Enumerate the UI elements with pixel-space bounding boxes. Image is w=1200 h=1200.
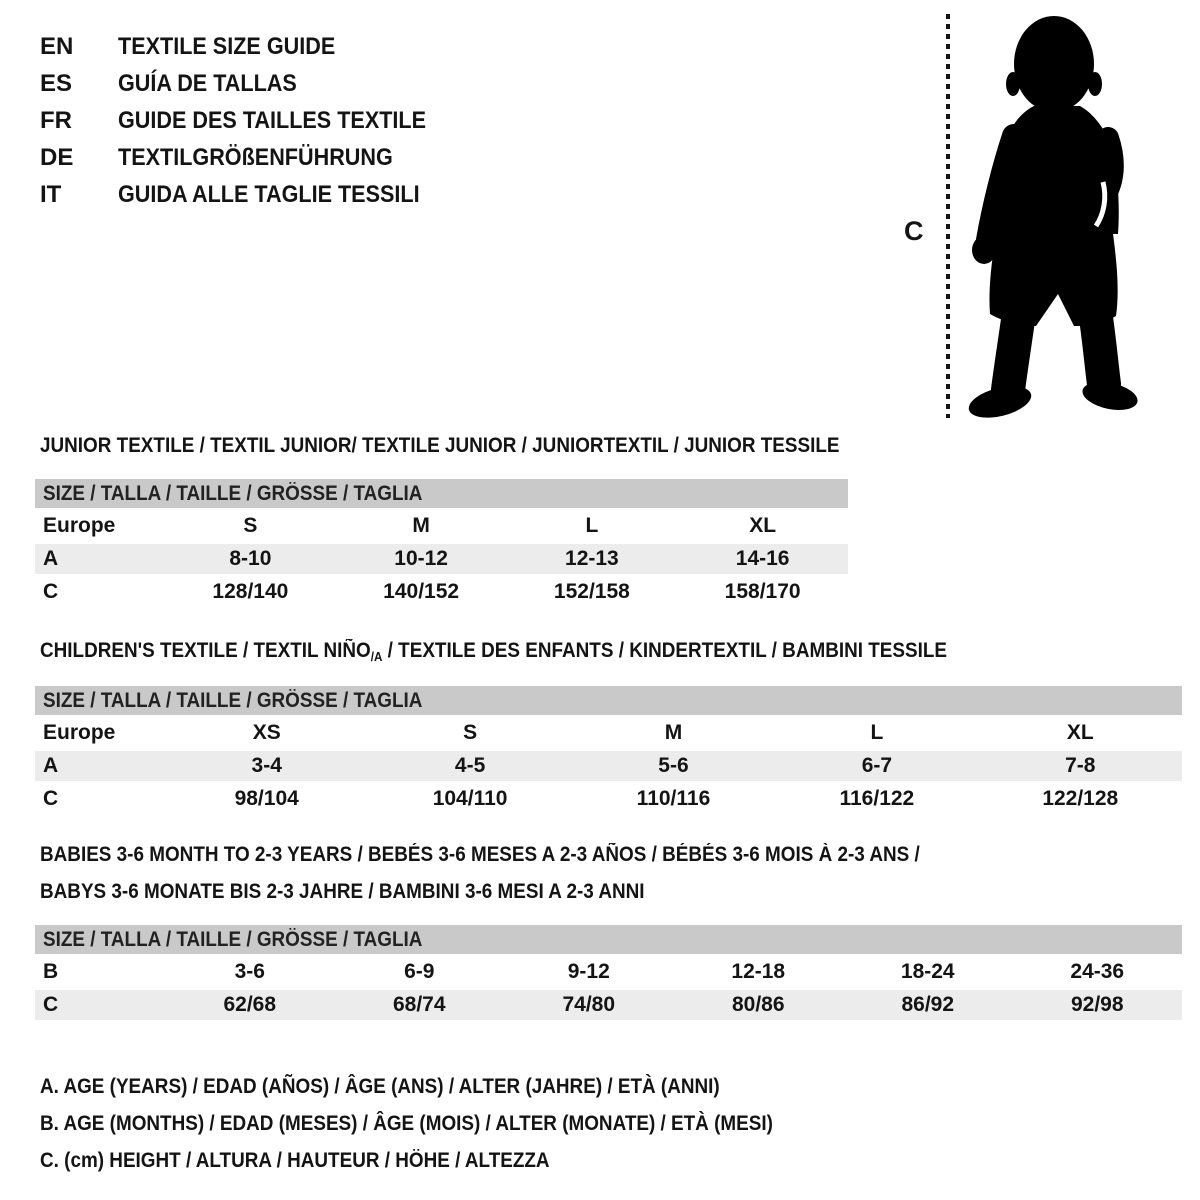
babies-section-title [40, 842, 1018, 904]
row-label: A [35, 751, 165, 781]
height-cell: 86/92 [843, 990, 1013, 1020]
height-cell: 68/74 [335, 990, 505, 1020]
height-cell: 110/116 [636, 787, 711, 810]
babies-size-header-bar: SIZE / TALLA / TAILLE / GRÖSSE / TAGLIA [35, 925, 1182, 954]
age-cell: 8-10 [165, 544, 336, 574]
children-section-title: CHILDREN'S TEXTILE / TEXTIL NIÑO/A / TEXTILE DES ENFANTS / KINDERTEXTIL / BAMBINI TESSILE [40, 639, 948, 664]
height-cell: 158/170 [724, 580, 801, 603]
toddler-silhouette-icon [962, 12, 1142, 420]
height-cell: 140/152 [383, 580, 460, 603]
month-cell: 6-9 [404, 960, 435, 983]
lang-row-en [40, 28, 460, 65]
month-cell: 12-18 [731, 960, 786, 983]
age-cell: 4-5 [368, 751, 571, 781]
lang-title-es: GUÍA DE TALLAS [118, 70, 297, 97]
lang-code-es: ES [40, 70, 73, 97]
age-cell: 3-4 [165, 751, 368, 781]
junior-size-header-bar: SIZE / TALLA / TAILLE / GRÖSSE / TAGLIA [35, 479, 848, 508]
size-cell: M [664, 721, 683, 744]
children-size-table [35, 686, 1182, 817]
table-row [35, 718, 1182, 748]
lang-row-es [40, 65, 460, 102]
babies-title-line1: BABIES 3-6 MONTH TO 2-3 YEARS / BEBÉS 3-6 MESES A 2-3 AÑOS / BÉBÉS 3-6 MOIS À 2-3 ANS / [40, 843, 920, 866]
size-cell: XL [749, 514, 777, 537]
height-cell: 104/110 [432, 787, 508, 810]
height-measure-label: C [904, 216, 924, 246]
babies-title-line2: BABYS 3-6 MONATE BIS 2-3 JAHRE / BAMBINI 3-6 MESI A 2-3 ANNI [40, 880, 645, 903]
lang-row-it [40, 176, 460, 213]
lang-code-it: IT [40, 181, 62, 208]
age-cell: 10-12 [336, 544, 507, 574]
lang-row-de [40, 139, 460, 176]
height-cell: 62/68 [165, 990, 335, 1020]
lang-code-fr: FR [40, 107, 72, 134]
lang-title-fr: GUIDE DES TAILLES TEXTILE [118, 107, 427, 134]
lang-title-it: GUIDA ALLE TAGLIE TESSILI [118, 181, 420, 208]
month-cell: 9-12 [567, 960, 610, 983]
size-cell: XL [1066, 721, 1094, 744]
height-cell: 122/128 [1042, 787, 1119, 810]
age-cell: 5-6 [572, 751, 775, 781]
children-size-header-bar: SIZE / TALLA / TAILLE / GRÖSSE / TAGLIA [35, 686, 1182, 715]
size-cell: XS [252, 721, 281, 744]
babies-size-table [35, 925, 1182, 1023]
lang-title-en: TEXTILE SIZE GUIDE [118, 33, 336, 60]
measurement-legend [40, 1068, 854, 1179]
junior-table [35, 508, 848, 610]
children-table [35, 715, 1182, 817]
row-label: C [43, 787, 59, 810]
language-header [40, 28, 460, 213]
babies-table [35, 954, 1182, 1023]
height-cell: 152/158 [553, 580, 630, 603]
size-cell: L [870, 721, 884, 744]
age-cell: 7-8 [979, 751, 1182, 781]
table-row [35, 544, 848, 574]
size-cell: S [243, 514, 258, 537]
age-cell: 12-13 [507, 544, 678, 574]
age-cell: 6-7 [775, 751, 978, 781]
row-label: Europe [43, 721, 116, 744]
table-row [35, 511, 848, 541]
junior-section-title: JUNIOR TEXTILE / TEXTIL JUNIOR/ TEXTILE JUNIOR / JUNIORTEXTIL / JUNIOR TESSILE [40, 434, 840, 457]
table-row [35, 990, 1182, 1020]
size-cell: L [585, 514, 599, 537]
height-cell: 80/86 [674, 990, 844, 1020]
size-cell: S [463, 721, 478, 744]
height-cell: 74/80 [504, 990, 674, 1020]
table-row [35, 784, 1182, 814]
row-label: B [43, 960, 59, 983]
month-cell: 18-24 [900, 960, 955, 983]
table-row [35, 577, 848, 607]
row-label: C [43, 580, 59, 603]
nino-a-subscript: /A [370, 649, 383, 664]
height-cell: 116/122 [839, 787, 915, 810]
lang-title-de: TEXTILGRÖßENFÜHRUNG [118, 144, 393, 171]
month-cell: 24-36 [1070, 960, 1125, 983]
row-label: Europe [43, 514, 116, 537]
lang-row-fr [40, 102, 460, 139]
row-label: C [35, 990, 165, 1020]
table-row [35, 957, 1182, 987]
legend-line-b: B. AGE (MONTHS) / EDAD (MESES) / ÂGE (MOIS) / ALTER (MONATE) / ETÀ (MESI) [40, 1112, 773, 1135]
lang-code-de: DE [40, 144, 74, 171]
month-cell: 3-6 [234, 960, 265, 983]
size-cell: M [412, 514, 430, 537]
junior-size-table [35, 479, 848, 610]
legend-line-a: A. AGE (YEARS) / EDAD (AÑOS) / ÂGE (ANS) / ALTER (JAHRE) / ETÀ (ANNI) [40, 1075, 720, 1098]
row-label: A [35, 544, 165, 574]
table-row [35, 751, 1182, 781]
lang-code-en: EN [40, 33, 74, 60]
height-cell: 92/98 [1013, 990, 1183, 1020]
age-cell: 14-16 [677, 544, 848, 574]
height-cell: 128/140 [212, 580, 289, 603]
legend-line-c: C. (cm) HEIGHT / ALTURA / HAUTEUR / HÖHE / ALTEZZA [40, 1149, 550, 1172]
height-measure-dashed-line [946, 14, 950, 418]
height-cell: 98/104 [234, 787, 299, 810]
